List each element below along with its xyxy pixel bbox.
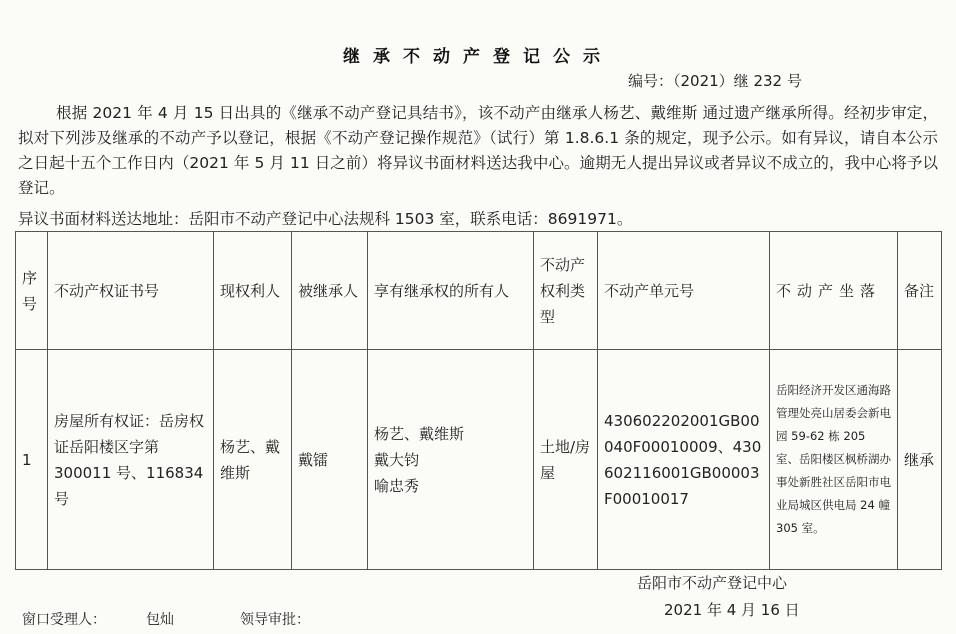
cell-heirs [368, 350, 534, 570]
issuing-organization: 岳阳市不动产登记中心 [637, 574, 788, 592]
clerk-label: 窗口受理人： [22, 612, 106, 628]
header-seq: 序号 [16, 232, 48, 350]
cell-location: 岳阳经济开发区通海路管理处亮山居委会新电园 59-62 栋 205 室、岳阳楼区枫桥湖办事处新胜社区岳阳市电业局城区供电局 24 幢 305 室。 [770, 350, 898, 570]
header-location: 不动产坐落 [770, 232, 898, 350]
notice-body: 根据 2021 年 4 月 15 日出具的《继承不动产登记具结书》，该不动产由继承人杨艺、戴维斯 通过遗产继承所得。经初步审定， 拟对下列涉及继承的不动产予以登记，根据《不动产登记操作规范》（试行）第 1.8.6.1 条的规定，现予公示。如有异议，请自本公示之日起十五个工作日内（2021 年 5 月 11 日之前）将异议书面材料送达我中心。逾期无人提出异议或者异议不成立的，我中心将予以登记。 [18, 104, 938, 197]
cell-seq: 1 [16, 350, 48, 570]
cell-cert: 房屋所有权证：岳房权证岳阳楼区字第 300011 号、116834 号 [48, 350, 214, 570]
cell-remark: 继承 [898, 350, 942, 570]
heir-line: 杨艺、戴维斯 [374, 424, 465, 443]
objection-address: 异议书面材料送达地址：岳阳市不动产登记中心法规科 1503 室，联系电话：8691971。 [18, 210, 633, 228]
document-number: 编号：（2021）继 232 号 [628, 72, 802, 90]
cell-right-type: 土地/房屋 [534, 350, 598, 570]
cell-holder: 杨艺、戴维斯 [214, 350, 292, 570]
inheritance-table [15, 231, 942, 570]
notice-title: 继承不动产登记公示 [343, 47, 613, 67]
issue-date: 2021 年 4 月 16 日 [664, 601, 800, 619]
header-remark: 备注 [898, 232, 942, 350]
heir-line: 戴大钧 [374, 450, 420, 469]
cell-decedent: 戴镭 [292, 350, 368, 570]
cell-unit-no: 430602202001GB00040F00010009、430602116001GB00003F00010017 [598, 350, 770, 570]
heir-line: 喻忠秀 [374, 476, 420, 495]
approval-label: 领导审批： [240, 612, 310, 628]
header-decedent: 被继承人 [292, 232, 368, 350]
header-holder: 现权利人 [214, 232, 292, 350]
header-heirs: 享有继承权的所有人 [368, 232, 534, 350]
header-cert: 不动产权证书号 [48, 232, 214, 350]
table-header-row [16, 232, 942, 350]
header-unit-no: 不动产单元号 [598, 232, 770, 350]
clerk-name: 包灿 [146, 612, 174, 628]
header-right-type: 不动产权利类型 [534, 232, 598, 350]
table-row [16, 350, 942, 570]
